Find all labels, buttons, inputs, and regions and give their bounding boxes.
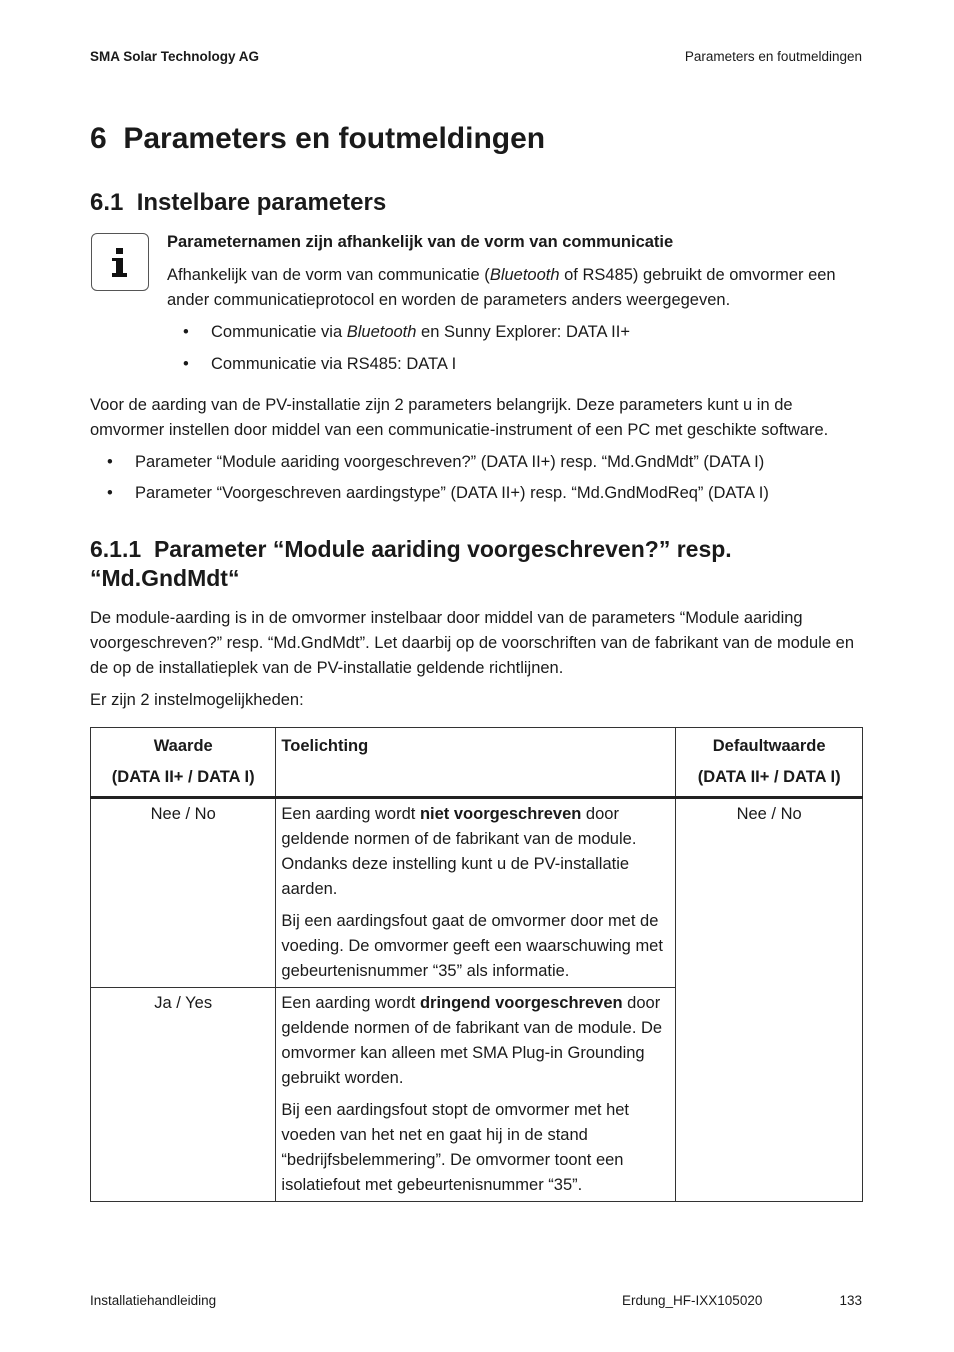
section-heading	[90, 189, 386, 217]
footer-page-number: 133	[839, 1293, 862, 1308]
intro-paragraph: Voor de aarding van de PV-installatie zijn 2 parameters belangrijk. Deze parameters kunt u in de omvormer instellen door middel van een communicatie-instrument of een PC met geschikte software.	[90, 396, 829, 439]
header-section: Parameters en foutmeldingen	[684, 49, 862, 64]
footer-doc-type: Installatiehandleiding	[90, 1293, 217, 1308]
subsection-heading	[90, 535, 870, 593]
header-explanation: Toelichting	[276, 728, 676, 798]
parameter-table	[90, 727, 863, 1202]
row-explanation: Een aarding wordt dringend voorgeschreven door geldende normen of de fabrikant van de module. De omvormer kan alleen met SMA Plug-in Grounding gebruikt worden. Bij een aardingsfout stopt de omvormer met het voeden van het net en gaat hij in de stand “bedrijfsbelemmering”. De omvormer toont een isolatiefout met gebeurtenisnummer “35”.	[276, 988, 676, 1202]
note-body: Afhankelijk van de vorm van communicatie (Bluetooth of RS485) gebruikt de omvormer een ander communicatieprotocol en worden de parameters anders weergegeven.	[167, 266, 836, 309]
section-title: Instelbare parameters	[136, 189, 387, 216]
note-title: Parameternamen zijn afhankelijk van de vorm van communicatie	[167, 233, 674, 251]
options-intro: Er zijn 2 instelmogelijkheden:	[90, 691, 304, 709]
subsection-number: 6.1.1	[90, 536, 142, 562]
header-value: Waarde (DATA II+ / DATA I)	[91, 728, 276, 798]
header-company: SMA Solar Technology AG	[90, 49, 260, 64]
subsection-paragraph: De module-aarding is in de omvormer instelbaar door middel van de parameters “Module aariding voorgeschreven?” resp. “Md.GndMdt”. Let daarbij op de voorschriften van de fabrikant van de module en de op de installatieplek van de PV-installatie geldende richtlijnen.	[90, 609, 855, 677]
row-value: Ja / Yes	[91, 988, 276, 1202]
row-value: Nee / No	[91, 798, 276, 988]
row-explanation: Een aarding wordt niet voorgeschreven door geldende normen of de fabrikant van de module. Ondanks deze instelling kunt u de PV-installatie aarden. Bij een aardingsfout gaat de omvormer door met de voeding. De omvormer geeft een waarschuwing met gebeurtenisnummer “35” als informatie.	[276, 798, 676, 988]
table-header-row	[91, 728, 863, 798]
default-value: Nee / No	[676, 798, 863, 1202]
chapter-heading	[90, 122, 545, 156]
chapter-number: 6	[90, 122, 107, 155]
table-row	[91, 798, 863, 988]
subsection-title: Parameter “Module aariding voorgeschreven?” resp. “Md.GndMdt“	[90, 536, 732, 591]
info-icon	[91, 233, 149, 291]
footer-doc-code: Erdung_HF-IXX105020	[622, 1293, 763, 1308]
section-number: 6.1	[90, 189, 124, 216]
chapter-title: Parameters en foutmeldingen	[123, 122, 546, 155]
header-default: Defaultwaarde (DATA II+ / DATA I)	[676, 728, 863, 798]
